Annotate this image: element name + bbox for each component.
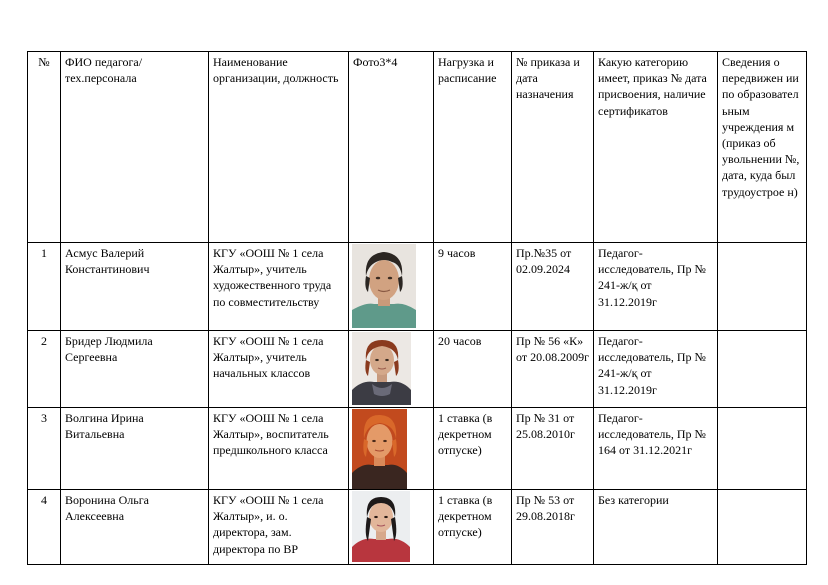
cell-movement: [718, 331, 807, 408]
cell-num: 1: [28, 243, 61, 331]
teacher-photo: [352, 409, 407, 489]
cell-movement: [718, 408, 807, 490]
table-row: [28, 243, 807, 331]
table-row: [28, 331, 807, 408]
teacher-photo: [352, 491, 410, 562]
cell-load: 9 часов: [434, 243, 512, 331]
cell-photo: [349, 408, 434, 490]
cell-org: КГУ «ООШ № 1 села Жалтыр», учитель начальных классов: [209, 331, 349, 408]
cell-fio: Асмус Валерий Константинович: [61, 243, 209, 331]
cell-movement: [718, 490, 807, 565]
cell-num: 3: [28, 408, 61, 490]
table-row: [28, 408, 807, 490]
staff-document: [27, 51, 807, 565]
cell-org: КГУ «ООШ № 1 села Жалтыр», воспитатель предшкольного класса: [209, 408, 349, 490]
cell-num: 2: [28, 331, 61, 408]
cell-category: Без категории: [594, 490, 718, 565]
cell-load: 1 ставка (в декретном отпуске): [434, 408, 512, 490]
header-org: Наименование организации, должность: [209, 52, 349, 243]
cell-load: 20 часов: [434, 331, 512, 408]
cell-org: КГУ «ООШ № 1 села Жалтыр», и. о. директора, зам. директора по ВР: [209, 490, 349, 565]
cell-photo: [349, 490, 434, 565]
cell-category: Педагог-исследователь, Пр № 241-ж/қ от 31.12.2019г: [594, 331, 718, 408]
header-fio: ФИО педагога/тех.персонала: [61, 52, 209, 243]
cell-fio: Воронина Ольга Алексеевна: [61, 490, 209, 565]
cell-order: Пр № 31 от 25.08.2010г: [512, 408, 594, 490]
header-movement: Сведения о передвижен ии по образовател ьным учреждения м (приказ об увольнении №, дата, куда был трудоустрое н): [718, 52, 807, 243]
table-header-row: [28, 52, 807, 243]
cell-fio: Бридер Людмила Сергеевна: [61, 331, 209, 408]
cell-photo: [349, 331, 434, 408]
cell-photo: [349, 243, 434, 331]
cell-org: КГУ «ООШ № 1 села Жалтыр», учитель художественного труда по совместительству: [209, 243, 349, 331]
header-category: Какую категорию имеет, приказ № дата присвоения, наличие сертификатов: [594, 52, 718, 243]
header-load: Нагрузка и расписание: [434, 52, 512, 243]
cell-num: 4: [28, 490, 61, 565]
cell-movement: [718, 243, 807, 331]
cell-load: 1 ставка (в декретном отпуске): [434, 490, 512, 565]
table-row: [28, 490, 807, 565]
header-order: № приказа и дата назначения: [512, 52, 594, 243]
cell-category: Педагог-исследователь, Пр № 241-ж/қ от 31.12.2019г: [594, 243, 718, 331]
teacher-photo: [352, 244, 416, 328]
cell-order: Пр № 53 от 29.08.2018г: [512, 490, 594, 565]
staff-table: [27, 51, 807, 565]
cell-category: Педагог-исследователь, Пр № 164 от 31.12.2021г: [594, 408, 718, 490]
cell-order: Пр.№35 от 02.09.2024: [512, 243, 594, 331]
header-photo: Фото3*4: [349, 52, 434, 243]
cell-fio: Волгина Ирина Витальевна: [61, 408, 209, 490]
teacher-photo: [352, 332, 411, 405]
cell-order: Пр № 56 «К» от 20.08.2009г: [512, 331, 594, 408]
header-num: №: [28, 52, 61, 243]
